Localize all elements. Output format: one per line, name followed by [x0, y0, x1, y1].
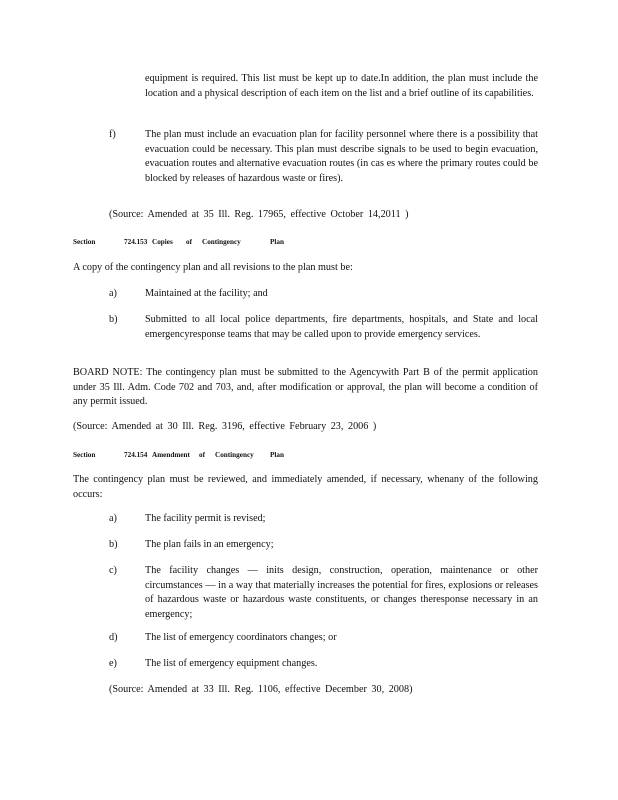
section-title-word: Contingency	[215, 451, 254, 459]
source-note-1: (Source: Amended at 35 Ill. Reg. 17965, effective October 14,2011 )	[109, 209, 409, 220]
section-title-word: Contingency	[202, 238, 241, 246]
item-a-marker: a)	[109, 288, 117, 299]
item-b-marker: b)	[109, 539, 118, 550]
source-note-3: (Source: Amended at 33 Ill. Reg. 1106, effective December 30, 2008)	[109, 684, 413, 695]
item-d-marker: d)	[109, 632, 118, 643]
section-153-intro: A copy of the contingency plan and all revisions to the plan must be:	[73, 262, 353, 273]
section-number: 724.153	[124, 238, 148, 246]
item-c-marker: c)	[109, 565, 117, 576]
continuation-paragraph: equipment is required. This list must be kept up to date.In addition, the plan must include the location and a physical description of each item on the list and a brief outline of its capabilities.	[145, 73, 538, 99]
item-a-text: Maintained at the facility; and	[145, 288, 268, 299]
section-word: Section	[73, 238, 96, 246]
section-number: 724.154	[124, 451, 148, 459]
section-title-word: Plan	[270, 451, 284, 459]
item-e-text: The list of emergency equipment changes.	[145, 658, 318, 669]
section-title-word: Plan	[270, 238, 284, 246]
item-a-marker: a)	[109, 513, 117, 524]
source-note-2: (Source: Amended at 30 Ill. Reg. 3196, effective February 23, 2006 )	[73, 421, 377, 432]
section-word: Section	[73, 451, 96, 459]
section-title-word: of	[199, 451, 205, 459]
section-724-153-heading	[73, 235, 284, 250]
item-f-text: The plan must include an evacuation plan for facility personnel where there is a possibility that evacuation could be necessary. This plan must describe signals to be used to begin evacuation, evacuation routes and alternative evacuation routes (in cas es where the primary routes could be blocked by releases of hazardous waste or fires).	[145, 129, 538, 184]
item-b-marker: b)	[109, 314, 118, 325]
item-b-text: Submitted to all local police departments, fire departments, hospitals, and State and local emergencyresponse teams that may be called upon to provide emergency services.	[145, 314, 538, 340]
item-e-marker: e)	[109, 658, 117, 669]
section-title-word: of	[186, 238, 192, 246]
item-a-text: The facility permit is revised;	[145, 513, 266, 524]
item-d-text: The list of emergency coordinators changes; or	[145, 632, 337, 643]
item-b-text: The plan fails in an emergency;	[145, 539, 274, 550]
section-title-word: Amendment	[152, 451, 190, 459]
item-c-text: The facility changes — inits design, construction, operation, maintenance or other circumstances — in a way that materially increases the potential for fires, explosions or releases of hazardous waste or hazardous waste constituents, or changes theresponse necessary in an emergency;	[145, 565, 538, 620]
section-724-154-heading	[73, 448, 284, 463]
section-154-intro: The contingency plan must be reviewed, and immediately amended, if necessary, whenany of the following occurs:	[73, 474, 538, 500]
item-f-marker: f)	[109, 129, 116, 140]
board-note: BOARD NOTE: The contingency plan must be submitted to the Agencywith Part B of the permit application under 35 Ill. Adm. Code 702 and 703, and, after modification or approval, the plan will become a condition of any permit issued.	[73, 367, 538, 407]
section-title-word: Copies	[152, 238, 173, 246]
